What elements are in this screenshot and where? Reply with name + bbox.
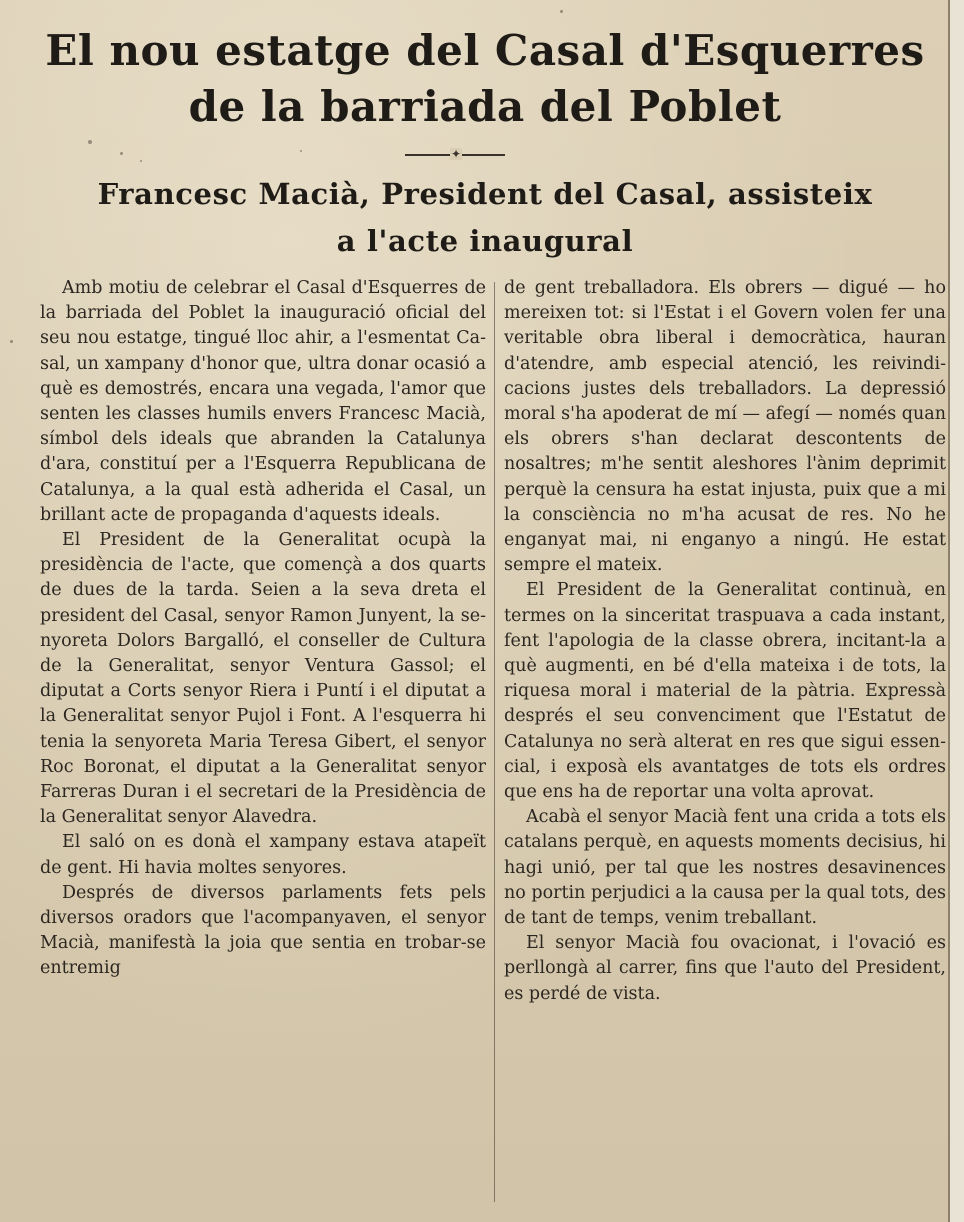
article-column-right [504, 276, 946, 1007]
paragraph-continuation: de gent treballadora. Els obrers — digué — ho mereixen tot: si l'Estat i el Govern volen fer una veritable obra liberal i democràtica, hauran d'atendre, amb especial atenció, les reivindicacions justes dels treballadors. La depressió moral s'ha apoderat de mí — afegí — només quan els obrers s'han declarat descontents de nosaltres; m'he sentit aleshores l'ànim deprimit perquè la censura ha estat injusta, puix que a mi la consciència no m'ha acusat de res. No he enganyat mai, ni enganyo a ningú. He estat sempre el mateix. [504, 278, 946, 576]
paper-speck [560, 10, 563, 13]
paragraph: El President de la Generalitat continuà, en termes on la sinceritat traspuava a cada instant, fent l'apologia de la classe obrera, incitant-la a què augmenti, en bé d'ella mateixa i de tots, la riquesa moral i material de la pàtria. Expressà després el seu convenciment que l'Estatut de Catalunya no serà alterat en res que sigui essencial, i exposà els avantatges de tots els ordres que ens ha de reportar una volta aprovat. [504, 580, 946, 803]
paragraph: Acabà el senyor Macià fent una crida a tots els catalans perquè, en aquests moments decisius, hi hagi unió, per tal que les nostres desavinences no portin perjudici a la causa per la qual tots, des de tant de temps, venim treballant. [504, 807, 946, 929]
paper-speck [120, 152, 123, 155]
paragraph: Amb motiu de celebrar el Casal d'Esquerres de la barriada del Poblet la inauguració oficial del seu nou estatge, tingué lloc ahir, a l'esmentat Casal, un xampany d'honor que, ultra donar ocasió a què es demostrés, encara una vegada, l'amor que senten les classes humils envers Francesc Macià, símbol dels ideals que abranden la Catalunya d'ara, constituí per a l'Esquerra Republicana de Catalunya, a la qual està adherida el Casal, un brillant acte de propaganda d'aquests ideals. [40, 278, 486, 525]
subheadline-line-2: a l'acte inaugural [336, 224, 634, 258]
paper-speck [10, 340, 13, 343]
divider-ornament-icon: ✦ [450, 147, 462, 161]
headline-line-1: El nou estatge del Casal d'Esquerres [45, 26, 925, 75]
column-divider [494, 282, 495, 1202]
paragraph: El saló on es donà el xampany estava atapeït de gent. Hi havia moltes senyores. [40, 832, 486, 878]
subheadline-line-1: Francesc Macià, President del Casal, assisteix [97, 177, 873, 211]
article-column-left [40, 276, 486, 982]
paper-speck [140, 160, 142, 162]
headline-line-2: de la barriada del Poblet [188, 82, 782, 131]
paper-edge [948, 0, 964, 1222]
paper-speck [300, 150, 302, 152]
paragraph: Després de diversos parlaments fets pels diversos oradors que l'acompanyaven, el senyor Macià, manifestà la joia que sentia en trobar-se entremig [40, 882, 486, 979]
paper-speck [88, 140, 92, 144]
paragraph: El senyor Macià fou ovacionat, i l'ovació es perllongà al carrer, fins que l'auto del President, es perdé de vista. [504, 933, 946, 1004]
paragraph: El President de la Generalitat ocupà la presidència de l'acte, que començà a dos quarts de dues de la tarda. Seien a la seva dreta el president del Casal, senyor Ramon Junyent, la senyoreta Dolors Bargalló, el conseller de Cultura de la Generalitat, senyor Ventura Gassol; el diputat a Corts senyor Riera i Puntí i el diputat a la Generalitat senyor Pujol i Font. A l'esquerra hi tenia la senyoreta Maria Teresa Gibert, el senyor Roc Boronat, el diputat a la Generalitat senyor Farreras Duran i el secretari de la Presidència de la Generalitat senyor Alavedra. [40, 530, 486, 828]
ornamental-divider [405, 147, 505, 161]
